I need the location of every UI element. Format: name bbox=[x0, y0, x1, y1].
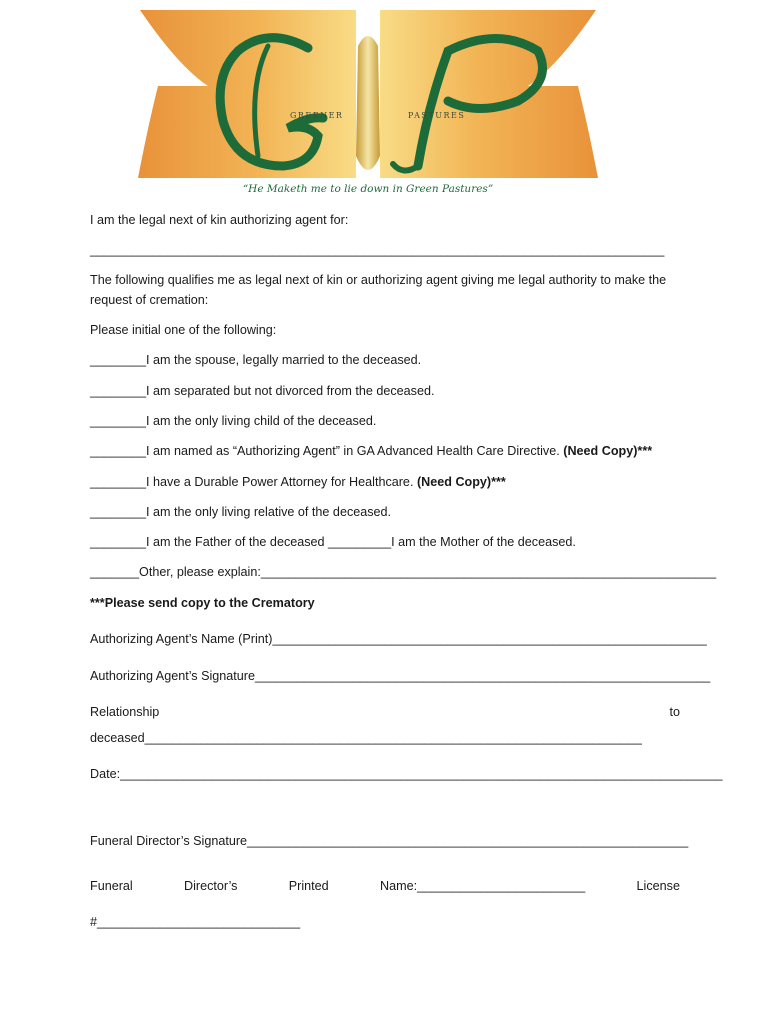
option-authorizing-agent-text: ________I am named as “Authorizing Agent” in GA Advanced Health Care Directive. bbox=[90, 444, 564, 458]
fd-name-field[interactable]: Name:________________________ bbox=[380, 879, 586, 893]
brand-right-text: PASTURES bbox=[408, 111, 466, 120]
intro-blank-line[interactable]: __________________________________________________________________________________ bbox=[90, 243, 665, 257]
qualifies-text-line1: The following qualifies me as legal next of kin or authorizing agent giving me legal authority to make the bbox=[90, 273, 667, 287]
need-copy-note: (Need Copy)*** bbox=[416, 475, 506, 489]
option-other[interactable]: _______Other, please explain:_________________________________________________________________ bbox=[90, 565, 717, 579]
license-number-field[interactable]: #_____________________________ bbox=[90, 915, 301, 929]
agent-signature-field[interactable]: Authorizing Agent’s Signature_________________________________________________________________ bbox=[90, 669, 711, 683]
option-spouse[interactable]: ________I am the spouse, legally married to the deceased. bbox=[90, 353, 422, 367]
date-field[interactable]: Date:______________________________________________________________________________________ bbox=[90, 767, 723, 781]
fd-word-license: License bbox=[636, 879, 680, 893]
option-parent[interactable]: ________I am the Father of the deceased _________I am the Mother of the deceased. bbox=[90, 535, 576, 549]
fd-word-funeral: Funeral bbox=[90, 879, 133, 893]
greener-pastures-logo bbox=[118, 6, 618, 196]
copy-note: ***Please send copy to the Crematory bbox=[90, 596, 315, 610]
intro-text: I am the legal next of kin authorizing agent for: bbox=[90, 213, 349, 227]
fd-word-directors: Director’s bbox=[184, 879, 238, 893]
funeral-director-signature-field[interactable]: Funeral Director’s Signature_______________________________________________________________ bbox=[90, 834, 689, 848]
brand-left-text: GREENER bbox=[290, 111, 344, 120]
option-power-of-attorney-text: ________I have a Durable Power Attorney for Healthcare. bbox=[90, 475, 417, 489]
option-only-child[interactable]: ________I am the only living child of the deceased. bbox=[90, 414, 377, 428]
option-authorizing-agent[interactable] bbox=[90, 443, 652, 459]
fd-word-printed: Printed bbox=[288, 879, 329, 893]
relationship-to-word: to bbox=[669, 705, 680, 719]
relationship-field[interactable]: deceased_______________________________________________________________________ bbox=[90, 731, 642, 745]
agent-name-field[interactable]: Authorizing Agent’s Name (Print)______________________________________________________________ bbox=[90, 632, 707, 646]
relationship-line bbox=[90, 704, 680, 720]
qualifies-text-line2: request of cremation: bbox=[90, 293, 209, 307]
option-power-of-attorney[interactable] bbox=[90, 474, 506, 490]
relationship-word: Relationship bbox=[90, 705, 160, 719]
initial-prompt: Please initial one of the following: bbox=[90, 323, 277, 337]
option-only-relative[interactable]: ________I am the only living relative of the deceased. bbox=[90, 505, 392, 519]
funeral-director-name-line[interactable] bbox=[90, 878, 680, 894]
option-separated[interactable]: ________I am separated but not divorced from the deceased. bbox=[90, 384, 435, 398]
need-copy-note: (Need Copy)*** bbox=[563, 444, 653, 458]
logo-tagline: “He Maketh me to lie down in Green Pastures” bbox=[242, 183, 494, 195]
